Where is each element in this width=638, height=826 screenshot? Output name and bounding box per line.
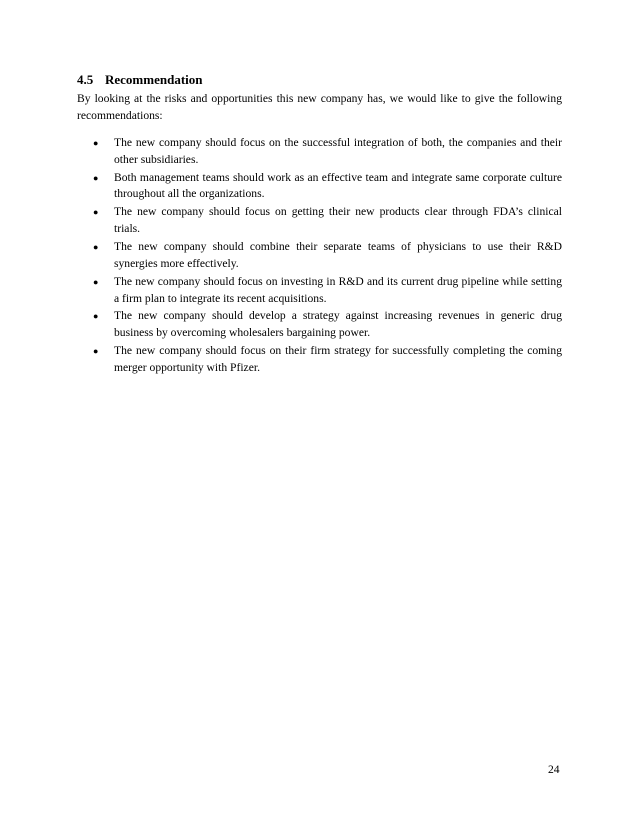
recommendation-text: The new company should focus on investing in R&D and its current drug pipeline while setting a firm plan to integrate its recent acquisitions. [114, 274, 562, 305]
bullet-icon: ● [93, 311, 99, 322]
section-title: Recommendation [105, 72, 203, 87]
recommendation-text: The new company should focus on getting their new products clear through FDA’s clinical trials. [114, 205, 562, 236]
section-number: 4.5 [77, 72, 94, 87]
bullet-icon: ● [93, 207, 99, 218]
recommendation-item [77, 308, 562, 342]
recommendation-item [77, 135, 562, 169]
recommendation-item [77, 170, 562, 204]
recommendation-item [77, 239, 562, 273]
intro-paragraph: By looking at the risks and opportunities this new company has, we would like to give the following recommendations: [77, 92, 562, 122]
recommendation-text: The new company should focus on the successful integration of both, the companies and their other subsidiaries. [114, 136, 562, 166]
bullet-icon: ● [93, 172, 99, 183]
bullet-icon: ● [93, 138, 99, 148]
recommendation-list [77, 135, 562, 377]
page-content [77, 70, 562, 378]
recommendation-text: The new company should combine their separate teams of physicians to use their R&D synergies more effectively. [114, 240, 562, 270]
recommendation-item [77, 343, 562, 377]
recommendation-item [77, 274, 562, 308]
bullet-icon: ● [93, 276, 99, 287]
recommendation-text: The new company should focus on their firm strategy for successfully completing the coming merger opportunity with Pfizer. [114, 344, 562, 374]
recommendation-item [77, 204, 562, 238]
recommendation-text: The new company should develop a strategy against increasing revenues in generic drug business by overcoming wholesalers bargaining power. [114, 309, 562, 340]
bullet-icon: ● [93, 242, 99, 253]
bullet-icon: ● [93, 346, 99, 357]
recommendation-text: Both management teams should work as an effective team and integrate same corporate culture throughout all the organizations. [114, 170, 562, 201]
section-heading [77, 70, 562, 89]
page-number: 24 [548, 763, 560, 776]
